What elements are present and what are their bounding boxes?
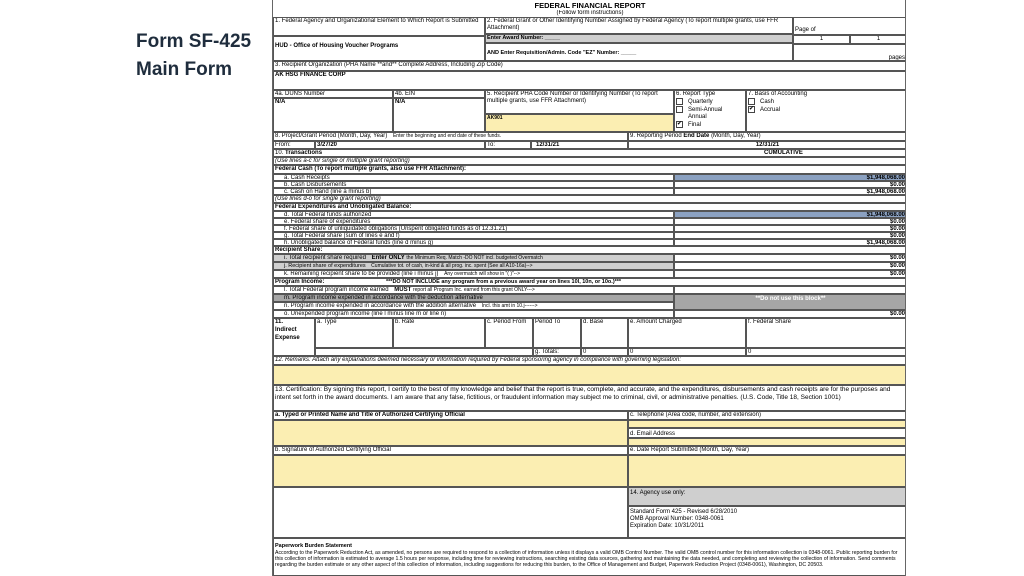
- cash-option[interactable]: Cash: [748, 98, 905, 106]
- line-a-label: a. Cash Receipts: [273, 174, 674, 181]
- period-hint: Enter the beginning and end date of these funds.: [392, 133, 502, 139]
- line-f-label: f. Federal share of unliquidated obligations (Unspent obligated funds as of 12.31.21): [273, 225, 674, 232]
- basis-box: [746, 90, 906, 132]
- federal-cash-header: Federal Cash (To report multiple grants, also use FFR Attachment):: [273, 165, 906, 174]
- agency-use-box: 14. Agency use only:: [628, 487, 906, 506]
- slide-title: Form SF-425 Main Form: [136, 31, 252, 80]
- line-b-label: b. Cash Disbursements: [273, 181, 674, 188]
- reporting-period-label: 9. Reporting Period End Date (Month, Day, Year): [628, 132, 906, 141]
- accrual-checkbox[interactable]: ✔: [749, 106, 755, 113]
- note-lines-a-c: (Use lines a-c for single or multiple grant reporting): [273, 157, 906, 165]
- from-label: From:: [273, 141, 315, 149]
- line-i-value[interactable]: $0.00: [674, 254, 906, 262]
- totals-label: g. Totals:: [533, 348, 581, 356]
- cumulative-label: CUMULATIVE: [764, 150, 803, 156]
- program-income-note: ***DO NOT INCLUDE any program from a previous award year on lines 10l, 10n, or 10o.)***: [386, 279, 622, 285]
- col-period-to: Period To: [533, 318, 581, 348]
- expiration-date: Expiration Date: 10/31/2011: [630, 523, 704, 529]
- award-number-field[interactable]: Enter Award Number: _____: [485, 34, 793, 43]
- duns-value[interactable]: N/A: [273, 98, 393, 132]
- transactions-header: 10. Transactions CUMULATIVE: [273, 149, 906, 157]
- recipient-org-value[interactable]: AK HSG FINANCE CORP: [273, 71, 906, 90]
- report-type-box: [674, 90, 746, 132]
- page-total[interactable]: 1: [850, 35, 906, 44]
- duns-label: 4a. DUNS Number: [273, 90, 393, 98]
- do-not-use-block: **Do not use this block**: [674, 294, 906, 310]
- final-checkbox[interactable]: ✔: [677, 121, 683, 128]
- col-federal-share: f. Federal Share: [746, 318, 906, 348]
- official-name-field[interactable]: [273, 420, 628, 446]
- grant-label: 2. Federal Grant or Other Identifying Number Assigned by Federal Agency (To report multiple grants, use FFR Attachment): [485, 17, 793, 34]
- to-value[interactable]: 12/31/21: [531, 141, 628, 149]
- pha-value[interactable]: AK901: [485, 114, 674, 132]
- email-label: d. Email Address: [628, 428, 906, 438]
- line-m-label: m. Program income expended in accordance with the deduction alternative: [273, 294, 674, 302]
- line-i-label: i. Total recipient share required Enter ONLY the Minimum Req. Match -DO NOT incl. budgeted Overmatch: [273, 254, 674, 262]
- recipient-share-header: Recipient Share:: [273, 246, 906, 254]
- reporting-period-value[interactable]: 12/31/21: [628, 141, 906, 149]
- expenditures-header: Federal Expenditures and Unobligated Balance:: [273, 203, 906, 211]
- period-label: 8. Project/Grant Period (Month, Day, Year): [275, 133, 388, 139]
- semi-annual-option[interactable]: Semi-Annual: [676, 106, 744, 114]
- burden-box: [273, 538, 906, 576]
- accrual-option[interactable]: ✔ Accrual: [749, 106, 781, 114]
- pha-label: 5. Recipient PHA Code Number or Identifying Number (To report multiple grants, use FFR Attachment): [485, 90, 674, 114]
- email-field[interactable]: [628, 438, 906, 446]
- basis-label: 7. Basis of Accounting: [748, 91, 808, 97]
- certification-text: 13. Certification: By signing this report, I certify to the best of my knowledge and belief that the report is true, complete, and accurate, and the expenditures, disbursements and cash receipts are for the purposes and intent set forth in the award documents. I am aware that any false, fictitious, or fraudulent information may subject me to criminal, civil, or administrative penalties. (U.S. Code, Title 18, Section 1001): [273, 385, 906, 411]
- form-subtitle: (Follow form instructions): [556, 10, 624, 16]
- line-g-label: g. Total Federal share (sum of lines e and f): [273, 232, 674, 239]
- note-lines-d-o: (Use lines d-o for single grant reporting): [273, 195, 906, 203]
- totals-spacer: [315, 348, 533, 356]
- line-l-label: l. Total Federal program income earned MUST report all Program Inc. earned from this grant ONLY--->: [273, 286, 674, 294]
- quarterly-option[interactable]: Quarterly: [676, 98, 744, 106]
- to-label: To:: [485, 141, 531, 149]
- final-option[interactable]: ✔ Final: [677, 121, 702, 129]
- col-rate: b. Rate: [393, 318, 485, 348]
- line-h-label: h. Unobligated balance of Federal funds (line d minus g): [273, 239, 674, 246]
- ein-value[interactable]: N/A: [393, 98, 485, 132]
- line-c-value[interactable]: $1,948,068.00: [674, 188, 906, 195]
- line-j-value[interactable]: $0.00: [674, 262, 906, 270]
- annual-option[interactable]: Annual: [688, 114, 707, 121]
- line-k-value[interactable]: $0.00: [674, 270, 906, 278]
- remarks-label: 12. Remarks: Attach any explanations deemed necessary or information required by Federal sponsoring agency in compliance with governing legislation:: [273, 356, 906, 365]
- recipient-org-label: 3. Recipient Organization (PHA Name **and** Complete Address, Including Zip Code): [273, 61, 906, 71]
- period-label-box: [273, 132, 628, 141]
- totals-base[interactable]: 0: [581, 348, 628, 356]
- remarks-field[interactable]: [273, 365, 906, 385]
- requisition-field[interactable]: AND Enter Requisition/Admin. Code "EZ" Number: _____: [485, 43, 793, 61]
- date-submitted-label: e. Date Report Submitted (Month, Day, Year): [628, 446, 906, 455]
- telephone-label: c. Telephone (Area code, number, and extension): [628, 411, 906, 420]
- cash-checkbox[interactable]: [748, 98, 755, 105]
- ein-label: 4b. EIN: [393, 90, 485, 98]
- line-f-value[interactable]: $0.00: [674, 225, 906, 232]
- col-period-from: c. Period From: [485, 318, 533, 348]
- pages-label: pages: [793, 44, 906, 61]
- omb-number: OMB Approval Number: 0348-0061: [630, 516, 724, 522]
- from-value[interactable]: 3/27/20: [315, 141, 485, 149]
- page-number[interactable]: 1: [793, 35, 850, 44]
- signature-field[interactable]: [273, 455, 628, 487]
- semi-annual-checkbox[interactable]: [676, 106, 683, 113]
- sf425-form: [272, 0, 906, 576]
- official-name-label: a. Typed or Printed Name and Title of Authorized Certifying Official: [273, 411, 628, 420]
- form-info-box: [628, 506, 906, 538]
- totals-federal[interactable]: 0: [746, 348, 906, 356]
- col-base: d. Base: [581, 318, 628, 348]
- line-e-value[interactable]: $0.00: [674, 218, 906, 225]
- signature-label: b. Signature of Authorized Certifying Official: [273, 446, 628, 455]
- agency-label: 1. Federal Agency and Organizational Element to Which Report is Submitted: [273, 17, 485, 36]
- agency-value[interactable]: HUD - Office of Housing Voucher Programs: [273, 36, 485, 61]
- telephone-field[interactable]: [628, 420, 906, 428]
- quarterly-checkbox[interactable]: [676, 98, 683, 105]
- line-d-label: d. Total Federal funds authorized: [273, 211, 674, 218]
- date-submitted-field[interactable]: [628, 455, 906, 487]
- col-type: a. Type: [315, 318, 393, 348]
- blank-area: [273, 487, 628, 538]
- standard-form: Standard Form 425 - Revised 6/28/2010: [630, 509, 738, 515]
- form-title: FEDERAL FINANCIAL REPORT: [534, 1, 646, 10]
- line-c-label: c. Cash on Hand (line a minus b): [273, 188, 674, 195]
- program-income-header: Program Income: ***DO NOT INCLUDE any program from a previous award year on lines 10l, 10n, or 10o.)***: [273, 278, 906, 286]
- line-o-label: o. Unexpended program income (line l minus line m or line n): [273, 310, 674, 318]
- line-a-value[interactable]: $1,948,068.00: [674, 174, 906, 181]
- line-k-label: k. Remaining recipient share to be provided (line i minus j) Any overmatch will show in "( )"-->: [273, 270, 674, 278]
- page-of-label: Page of: [793, 17, 906, 35]
- line-d-value[interactable]: $1,948,068.00: [674, 211, 906, 218]
- indirect-expense-label: 11. Indirect Expense: [273, 318, 315, 356]
- line-o-value[interactable]: $0.00: [674, 310, 906, 318]
- line-g-value[interactable]: $0.00: [674, 232, 906, 239]
- totals-amount[interactable]: 0: [628, 348, 746, 356]
- burden-text: According to the Paperwork Reduction Act, as amended, no persons are required to respond to a collection of information unless it displays a valid OMB Control Number. The valid OMB control number for this information collection is 0348-0061. Public reporting burden for this collection of information is estimated to average 1.5 hours per response, including time for reviewing instructions, searching existing data sources, gathering and maintaining the data needed, and completing and reviewing the collection of information. Send comments regarding the burden estimate or any other aspect of this collection of information, including suggestions for reducing this burden, to the Office of Management and Budget, Paperwork Reduction Project (0348-0061), Washington, DC 20503.: [275, 550, 898, 569]
- col-amount: e. Amount Charged: [628, 318, 746, 348]
- line-e-label: e. Federal share of expenditures: [273, 218, 674, 225]
- line-h-value[interactable]: $1,948,068.00: [674, 239, 906, 246]
- burden-title: Paperwork Burden Statement: [275, 543, 353, 549]
- line-b-value[interactable]: $0.00: [674, 181, 906, 188]
- report-type-label: 6. Report Type: [676, 91, 716, 97]
- line-n-label: n. Program income expended in accordance with the addition alternative Incl. this amt in 10.j------>: [273, 302, 674, 310]
- line-l-value[interactable]: [674, 286, 906, 294]
- line-j-label: j. Recipient share of expenditures Cumulative tot. of cash, in-kind & all prog. inc. spent (See all A10-16a)-->: [273, 262, 674, 270]
